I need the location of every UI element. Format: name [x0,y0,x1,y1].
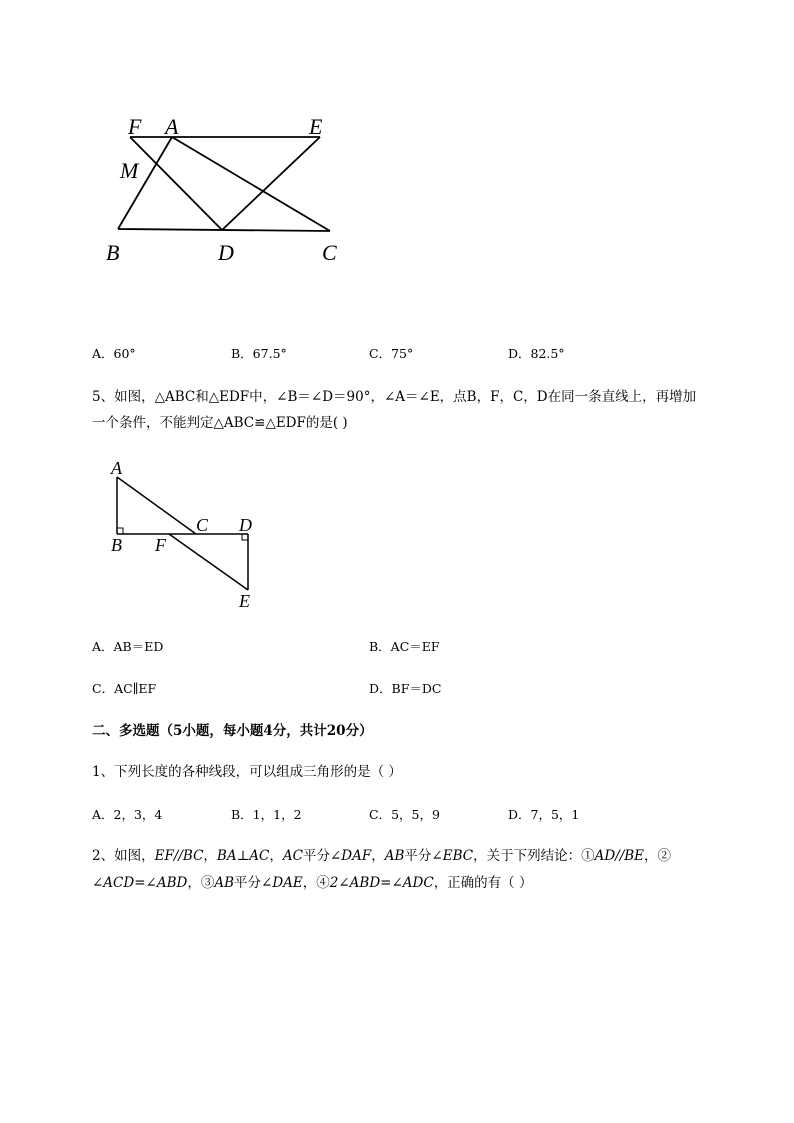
label-F: F [155,535,166,555]
mq2-text: ，关于下列结论：① [473,848,595,864]
mq1-option-c[interactable]: C．5，5，9 [369,807,440,822]
mq2-text: ，② [644,848,672,864]
mq2-stem-line1 [92,846,671,866]
mq2-math: 2∠ABD=∠ADC [329,875,434,891]
label-B: B [106,240,120,265]
mq1-stem: 1、下列长度的各种线段，可以组成三角形的是（ ） [92,764,402,780]
mq2-text: ， [269,848,283,864]
mq1-option-b[interactable]: B．1，1，2 [231,807,302,822]
mq2-text: 2、如图， [92,848,155,864]
mq2-math: AC [282,848,303,864]
mq2-text: ， [203,848,217,864]
mq2-text: 平分 [302,848,330,864]
q5-option-c[interactable]: C．AC∥EF [92,681,157,696]
mq2-text: ， [371,848,385,864]
mq2-math: AD//BE [594,848,645,864]
label-F: F [128,114,142,139]
label-A: A [111,458,122,478]
q4-option-b[interactable]: B．67.5° [231,346,287,361]
mq2-stem-line2 [92,873,532,893]
label-C: C [196,515,209,535]
mq1-option-a[interactable]: A．2，3，4 [92,807,163,822]
mq2-text: 平分 [404,848,432,864]
q4-option-a[interactable]: A．60° [92,346,136,361]
mq2-text: ，④ [302,875,330,891]
mq2-text: 平分 [234,875,262,891]
figure-1-geometry [100,112,360,272]
label-E: E [239,591,250,611]
label-M: M [120,158,139,183]
mq2-math: EF//BC [154,848,204,864]
q5-stem-line2: 一个条件，不能判定△ABC≌△EDF的是( ) [92,415,348,431]
label-E: E [309,114,323,139]
mq2-math: ∠ACD=∠ABD [92,875,188,891]
mq2-math: AB [384,848,405,864]
q5-option-a[interactable]: A．AB＝ED [92,639,164,654]
q5-option-b[interactable]: B．AC＝EF [369,639,440,654]
label-D: D [218,240,234,265]
mq1-option-d[interactable]: D．7，5，1 [508,807,580,822]
mq2-math: ∠DAE [261,875,303,891]
q4-option-c[interactable]: C．75° [369,346,414,361]
mq2-math: AB [214,875,235,891]
q4-option-d[interactable]: D．82.5° [508,346,565,361]
figure-2-geometry [100,455,280,615]
mq2-math: ∠EBC [431,848,474,864]
mq2-text: ，③ [187,875,215,891]
mq2-math: ∠DAF [329,848,372,864]
mq2-text: ，正确的有（ ） [433,875,533,891]
label-B: B [111,535,122,555]
q5-stem-line1: 5、如图，△ABC和△EDF中，∠B＝∠D＝90°，∠A＝∠E，点B，F，C，D在同一条直线上，再增加 [92,389,697,405]
section-2-title: 二、多选题（5小题，每小题4分，共计20分） [92,723,373,739]
mq2-math: BA⊥AC [216,848,270,864]
label-D: D [239,515,252,535]
q5-option-d[interactable]: D．BF＝DC [369,681,442,696]
label-A: A [165,114,179,139]
label-C: C [322,240,337,265]
